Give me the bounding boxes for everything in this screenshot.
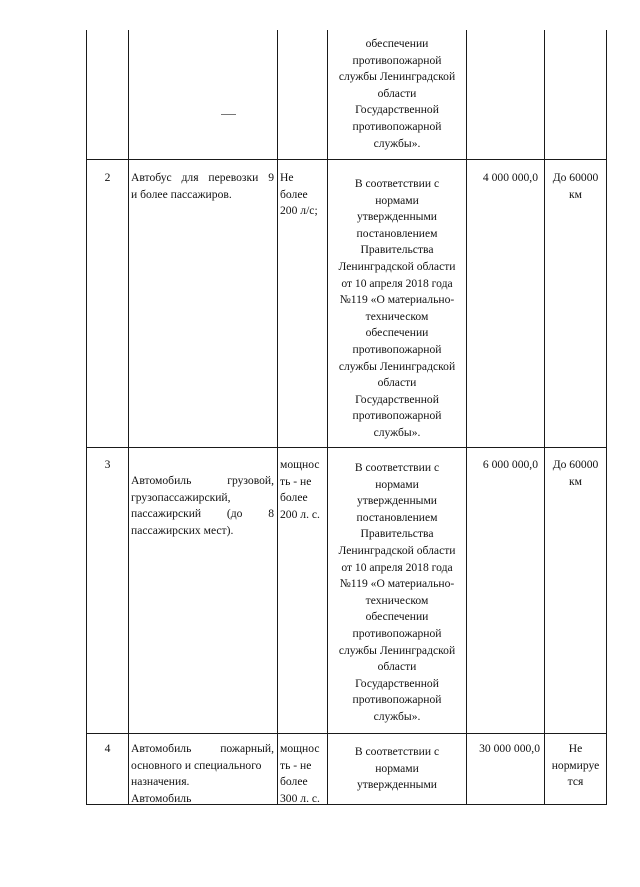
engine-power-line: более	[280, 775, 308, 789]
norm-line: обеспечении	[365, 610, 429, 624]
row-number: 2	[104, 171, 111, 184]
norm-line: В соответствии с	[354, 177, 440, 190]
engine-power	[280, 170, 327, 220]
norm-line: от 10 апреля 2018 года	[341, 276, 453, 290]
engine-power-line: мощнос	[280, 458, 320, 471]
norm-line: Государственной	[355, 676, 439, 690]
vehicle-name-line: Автобус для перевозки 9	[131, 171, 274, 184]
mileage-limit	[545, 170, 606, 203]
norm-line: утвержденными	[356, 778, 437, 792]
norm-line: от 10 апреля 2018 года	[341, 560, 453, 574]
stray-dash-mark	[221, 114, 236, 115]
norm-line: техническом	[365, 593, 429, 607]
engine-power-line: Не	[280, 171, 294, 184]
engine-power-line: ть - не	[280, 474, 312, 488]
mileage-line: До 60000	[552, 171, 599, 184]
mileage-line: До 60000	[552, 458, 599, 471]
engine-power-line: мощнос	[280, 742, 320, 755]
norm-line: службы».	[373, 709, 421, 723]
vehicle-name-line: пассажирский (до 8	[131, 507, 274, 521]
mileage-limit	[545, 741, 606, 791]
norm-line: Правительства	[360, 243, 434, 257]
norm-line: противопожарной	[352, 342, 442, 356]
row-number: 3	[104, 458, 111, 471]
norm-line: противопожарной	[352, 409, 442, 423]
norm-line: постановлением	[356, 226, 438, 240]
norm-line: утвержденными	[356, 210, 437, 224]
vehicle-name-line: грузопассажирский,	[131, 490, 231, 504]
table-row-continued-norm	[328, 36, 466, 152]
vehicle-name-line: Автомобиль	[131, 791, 192, 805]
vehicle-name-line: Автомобиль пожарный,	[131, 742, 274, 755]
vehicle-name-line: пассажирских мест).	[131, 523, 234, 537]
norm-line: Ленинградской области	[338, 259, 456, 273]
norm-line: обеспечении	[365, 326, 429, 340]
norm-line: службы».	[373, 136, 421, 150]
norm-line: области	[377, 376, 417, 390]
engine-power-line: более	[280, 187, 308, 201]
norm-reference	[328, 176, 466, 442]
norm-line: противопожарной	[352, 693, 442, 707]
norm-line: службы».	[373, 425, 421, 439]
norm-line: службы Ленинградской	[338, 643, 456, 657]
norm-line: №119 «О материально-	[339, 293, 455, 307]
vehicle-name-line: основного и специального	[131, 758, 262, 772]
norm-line: постановлением	[356, 510, 438, 524]
norm-line: В соответствии с	[354, 461, 440, 474]
cost-value: 30 000 000,0	[479, 742, 540, 755]
engine-power-line: 200 л/с;	[280, 204, 318, 218]
engine-power	[280, 457, 327, 523]
vehicle-name	[131, 473, 274, 539]
column-divider-5	[544, 30, 545, 805]
vehicle-name-line: и более пассажиров.	[131, 187, 232, 201]
cost-value: 6 000 000,0	[482, 458, 538, 471]
norm-line: Ленинградской области	[338, 543, 456, 557]
norm-line: техническом	[365, 309, 429, 323]
engine-power-line: ть - не	[280, 758, 312, 772]
norm-line: нормами	[375, 193, 419, 207]
table-border-right	[606, 30, 607, 805]
norm-line: противопожарной	[352, 53, 442, 67]
mileage-line: тся	[567, 775, 584, 789]
engine-power-line: 300 л. с.	[280, 791, 320, 805]
norm-line: противопожарной	[352, 626, 442, 640]
cost-value: 4 000 000,0	[482, 171, 538, 184]
engine-power-line: 200 л. с.	[280, 507, 320, 521]
row-divider-2	[86, 447, 607, 448]
table-border-left	[86, 30, 87, 805]
norm-line: области	[377, 86, 417, 100]
column-divider-1	[128, 30, 129, 805]
norm-line: области	[377, 660, 417, 674]
vehicle-name-line: назначения.	[131, 775, 190, 789]
mileage-limit	[545, 457, 606, 490]
row-divider-3	[86, 733, 607, 734]
norm-line: №119 «О материально-	[339, 577, 455, 591]
norm-line: службы Ленинградской	[338, 359, 456, 373]
column-divider-2	[277, 30, 278, 805]
column-divider-4	[466, 30, 467, 805]
mileage-line: км	[569, 474, 582, 488]
row-divider-1	[86, 159, 607, 160]
mileage-line: км	[569, 187, 582, 201]
norm-line: службы Ленинградской	[338, 70, 456, 84]
vehicle-name	[131, 170, 274, 203]
norm-line: В соответствии с	[354, 745, 440, 758]
norm-line: нормами	[375, 761, 419, 775]
vehicle-name	[131, 741, 274, 807]
norm-line: противопожарной	[352, 119, 442, 133]
mileage-line: Не	[568, 742, 583, 755]
norm-line: нормами	[375, 477, 419, 491]
norm-line: Государственной	[355, 103, 439, 117]
norm-line: Государственной	[355, 392, 439, 406]
engine-power	[280, 741, 327, 807]
norm-line: Правительства	[360, 527, 434, 541]
norm-line: обеспечении	[365, 37, 429, 50]
vehicle-name-line: Автомобиль грузовой,	[131, 474, 274, 487]
mileage-line: нормируе	[551, 758, 600, 772]
norm-reference	[328, 460, 466, 726]
norm-line: утвержденными	[356, 494, 437, 508]
engine-power-line: более	[280, 491, 308, 505]
row-number: 4	[104, 742, 111, 755]
norm-reference	[328, 744, 466, 794]
